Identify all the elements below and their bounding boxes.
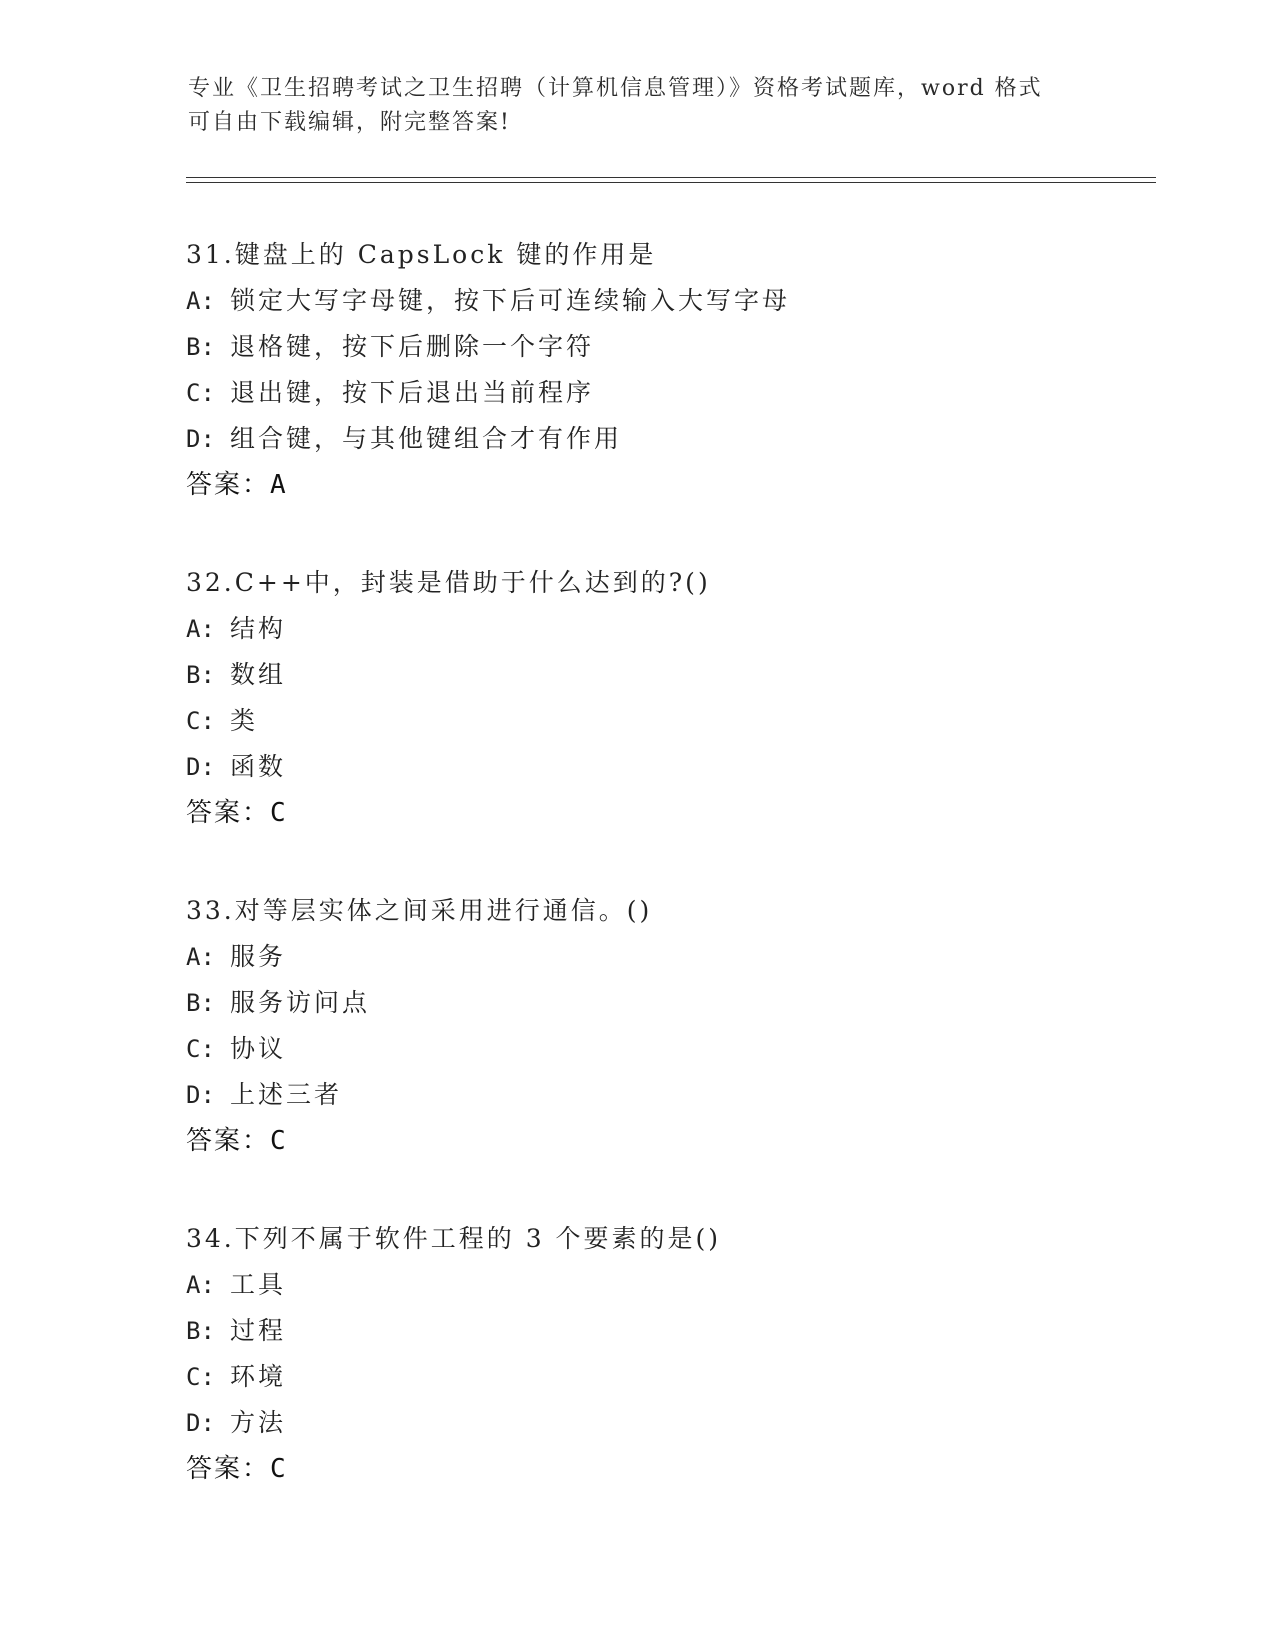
option-prefix: D: bbox=[186, 1081, 215, 1109]
question-stem: 31.键盘上的 CapsLock 键的作用是 bbox=[186, 240, 657, 269]
answer-label: 答案： bbox=[186, 1126, 271, 1156]
answer-value: C bbox=[270, 1126, 288, 1156]
option-c bbox=[186, 1354, 1186, 1400]
option-a bbox=[186, 278, 1186, 324]
option-prefix: A: bbox=[186, 287, 215, 315]
option-d bbox=[186, 1400, 1186, 1446]
option-text: 退出键，按下后退出当前程序 bbox=[230, 378, 595, 407]
option-d bbox=[186, 744, 1186, 790]
answer-value: A bbox=[270, 470, 288, 500]
option-prefix: D: bbox=[186, 1409, 215, 1437]
answer-label: 答案： bbox=[186, 798, 271, 828]
option-a bbox=[186, 1262, 1186, 1308]
option-prefix: C: bbox=[186, 379, 215, 407]
answer-value: C bbox=[270, 1454, 288, 1484]
option-text: 服务 bbox=[230, 942, 287, 971]
option-prefix: A: bbox=[186, 615, 215, 643]
option-prefix: C: bbox=[186, 707, 215, 735]
question-stem: 33.对等层实体之间采用进行通信。() bbox=[186, 896, 653, 925]
option-prefix: C: bbox=[186, 1035, 215, 1063]
question-33 bbox=[186, 888, 1186, 1164]
option-prefix: B: bbox=[186, 989, 215, 1017]
option-text: 服务访问点 bbox=[230, 988, 371, 1017]
option-text: 上述三者 bbox=[230, 1080, 343, 1109]
option-text: 协议 bbox=[230, 1034, 287, 1063]
answer-line bbox=[186, 462, 1186, 508]
option-prefix: A: bbox=[186, 1271, 215, 1299]
option-b bbox=[186, 980, 1186, 1026]
option-prefix: C: bbox=[186, 1363, 215, 1391]
option-c bbox=[186, 1026, 1186, 1072]
option-b bbox=[186, 652, 1186, 698]
option-text: 组合键，与其他键组合才有作用 bbox=[230, 424, 623, 453]
option-text: 方法 bbox=[230, 1408, 287, 1437]
answer-line bbox=[186, 1446, 1186, 1492]
answer-line bbox=[186, 1118, 1186, 1164]
header-double-rule bbox=[186, 177, 1156, 183]
option-d bbox=[186, 1072, 1186, 1118]
document-header bbox=[188, 72, 1108, 140]
option-c bbox=[186, 698, 1186, 744]
question-stem: 34.下列不属于软件工程的 3 个要素的是() bbox=[186, 1224, 722, 1253]
option-prefix: B: bbox=[186, 1317, 215, 1345]
option-prefix: B: bbox=[186, 333, 215, 361]
option-text: 退格键，按下后删除一个字符 bbox=[230, 332, 595, 361]
option-text: 结构 bbox=[230, 614, 287, 643]
option-text: 数组 bbox=[230, 660, 287, 689]
option-prefix: D: bbox=[186, 753, 215, 781]
option-b bbox=[186, 1308, 1186, 1354]
option-d bbox=[186, 416, 1186, 462]
question-32 bbox=[186, 560, 1186, 836]
option-text: 工具 bbox=[230, 1270, 287, 1299]
option-prefix: D: bbox=[186, 425, 215, 453]
question-stem: 32.C++中，封装是借助于什么达到的?() bbox=[186, 568, 711, 597]
answer-value: C bbox=[270, 798, 288, 828]
option-text: 函数 bbox=[230, 752, 287, 781]
option-a bbox=[186, 606, 1186, 652]
header-line-2: 可自由下载编辑，附完整答案! bbox=[188, 110, 511, 135]
option-prefix: A: bbox=[186, 943, 215, 971]
option-text: 过程 bbox=[230, 1316, 287, 1345]
question-31 bbox=[186, 232, 1186, 508]
header-line-1: 专业《卫生招聘考试之卫生招聘（计算机信息管理）》资格考试题库，word 格式 bbox=[188, 76, 1043, 101]
answer-label: 答案： bbox=[186, 1454, 271, 1484]
question-list bbox=[186, 232, 1186, 1544]
question-34 bbox=[186, 1216, 1186, 1492]
answer-label: 答案： bbox=[186, 470, 271, 500]
option-text: 类 bbox=[230, 706, 259, 735]
option-a bbox=[186, 934, 1186, 980]
option-prefix: B: bbox=[186, 661, 215, 689]
option-text: 锁定大写字母键，按下后可连续输入大写字母 bbox=[230, 286, 791, 315]
answer-line bbox=[186, 790, 1186, 836]
option-text: 环境 bbox=[230, 1362, 287, 1391]
option-c bbox=[186, 370, 1186, 416]
option-b bbox=[186, 324, 1186, 370]
